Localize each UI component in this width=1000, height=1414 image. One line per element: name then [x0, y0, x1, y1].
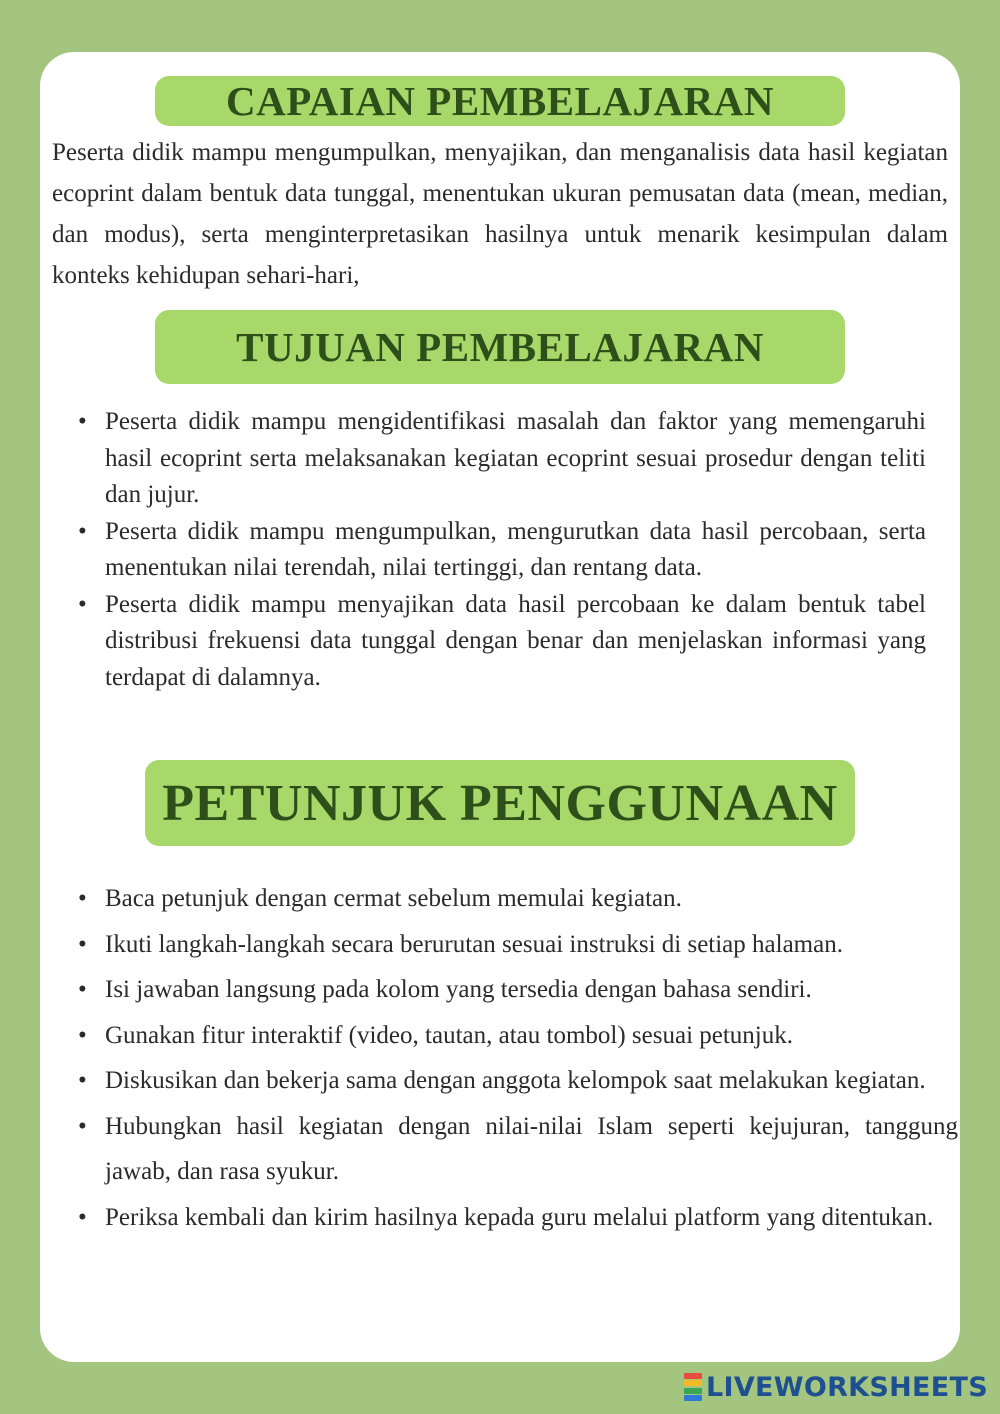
list-item: • Hubungkan hasil kegiatan dengan nilai-nilai Islam seperti kejujuran, tanggung jawab, dan rasa syukur. — [40, 1104, 958, 1195]
list-item: • Baca petunjuk dengan cermat sebelum memulai kegiatan. — [40, 876, 958, 922]
list-item: • Peserta didik mampu mengumpulkan, mengurutkan data hasil percobaan, serta menentukan nilai terendah, nilai tertinggi, dan rentang data. — [40, 514, 926, 587]
tujuan-list — [40, 404, 926, 696]
list-item: • Gunakan fitur interaktif (video, tautan, atau tombol) sesuai petunjuk. — [40, 1013, 958, 1059]
list-item: • Peserta didik mampu menyajikan data hasil percobaan ke dalam bentuk tabel distribusi frekuensi data tunggal dengan benar dan menjelaskan informasi yang terdapat di dalamnya. — [40, 587, 926, 697]
list-item: • Isi jawaban langsung pada kolom yang tersedia dengan bahasa sendiri. — [40, 967, 958, 1013]
liveworksheets-logo-icon — [684, 1373, 702, 1401]
list-item: • Ikuti langkah-langkah secara berurutan sesuai instruksi di setiap halaman. — [40, 922, 958, 968]
capaian-text: Peserta didik mampu mengumpulkan, menyajikan, dan menganalisis data hasil kegiatan ecoprint dalam bentuk data tunggal, menentukan ukuran pemusatan data (mean, median, dan modus), serta menginterpretasikan hasilnya untuk menarik kesimpulan dalam konteks kehidupan sehari-hari, — [52, 139, 948, 289]
petunjuk-title: PETUNJUK PENGGUNAAN — [145, 760, 855, 846]
liveworksheets-logo[interactable] — [684, 1372, 988, 1402]
list-item: • Peserta didik mampu mengidentifikasi masalah dan faktor yang memengaruhi hasil ecoprint serta melaksanakan kegiatan ecoprint sesuai prosedur dengan teliti dan jujur. — [40, 404, 926, 514]
list-item: • Diskusikan dan bekerja sama dengan anggota kelompok saat melakukan kegiatan. — [40, 1058, 958, 1104]
petunjuk-list — [40, 876, 958, 1240]
list-item: • Periksa kembali dan kirim hasilnya kepada guru melalui platform yang ditentukan. — [40, 1195, 958, 1241]
logo-text: LIVEWORKSHEETS — [705, 1371, 988, 1403]
capaian-title: CAPAIAN PEMBELAJARAN — [155, 76, 845, 126]
content-card — [40, 52, 960, 1362]
tujuan-title: TUJUAN PEMBELAJARAN — [155, 310, 845, 384]
